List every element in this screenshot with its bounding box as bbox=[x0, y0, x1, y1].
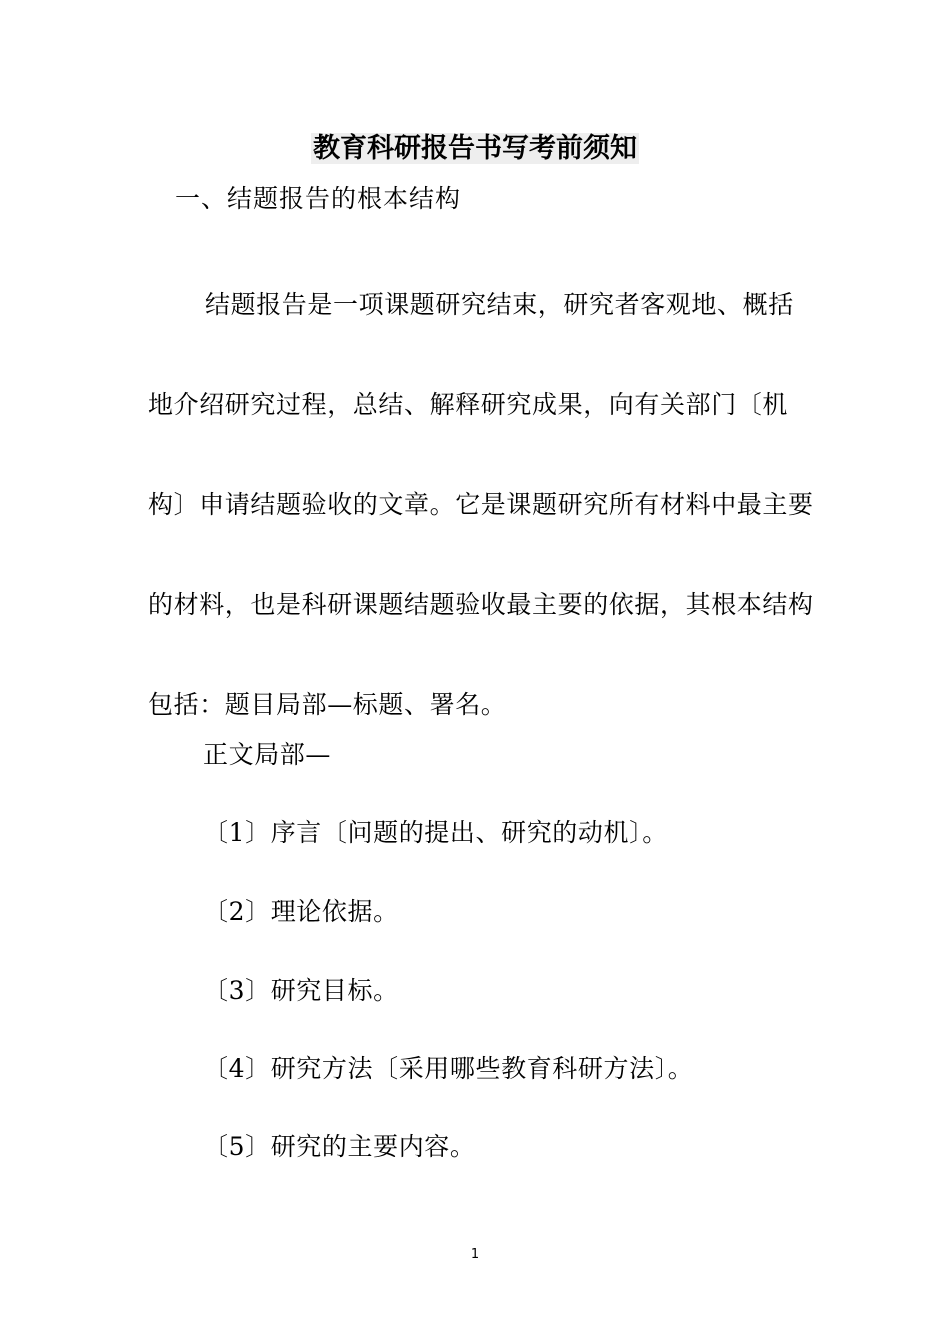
list-item: 〔2〕理论依据。 bbox=[203, 897, 399, 926]
list-item: 〔5〕研究的主要内容。 bbox=[203, 1132, 476, 1161]
body-paragraph: 结题报告是一项课题研究结束，研究者客观地、概括地介绍研究过程，总结、解释研究成果，向有关部门〔机构〕申请结题验收的文章。它是课题研究所有材料中最主要的材料，也是科研课题结题验收最主要的依据，其根本结构包括：题目局部—标题、署名。 bbox=[148, 290, 814, 719]
section-heading: 一、结题报告的根本结构 bbox=[175, 184, 462, 213]
list-item: 〔3〕研究目标。 bbox=[203, 976, 399, 1005]
body-section-label: 正文局部— bbox=[203, 740, 332, 769]
page-title-text: 教育科研报告书写考前须知 bbox=[313, 133, 637, 164]
page-title bbox=[0, 131, 950, 167]
list-item: 〔1〕序言〔问题的提出、研究的动机〕。 bbox=[203, 818, 668, 847]
page-number: 1 bbox=[470, 1247, 480, 1262]
list-item: 〔4〕研究方法〔采用哪些教育科研方法〕。 bbox=[203, 1054, 694, 1083]
